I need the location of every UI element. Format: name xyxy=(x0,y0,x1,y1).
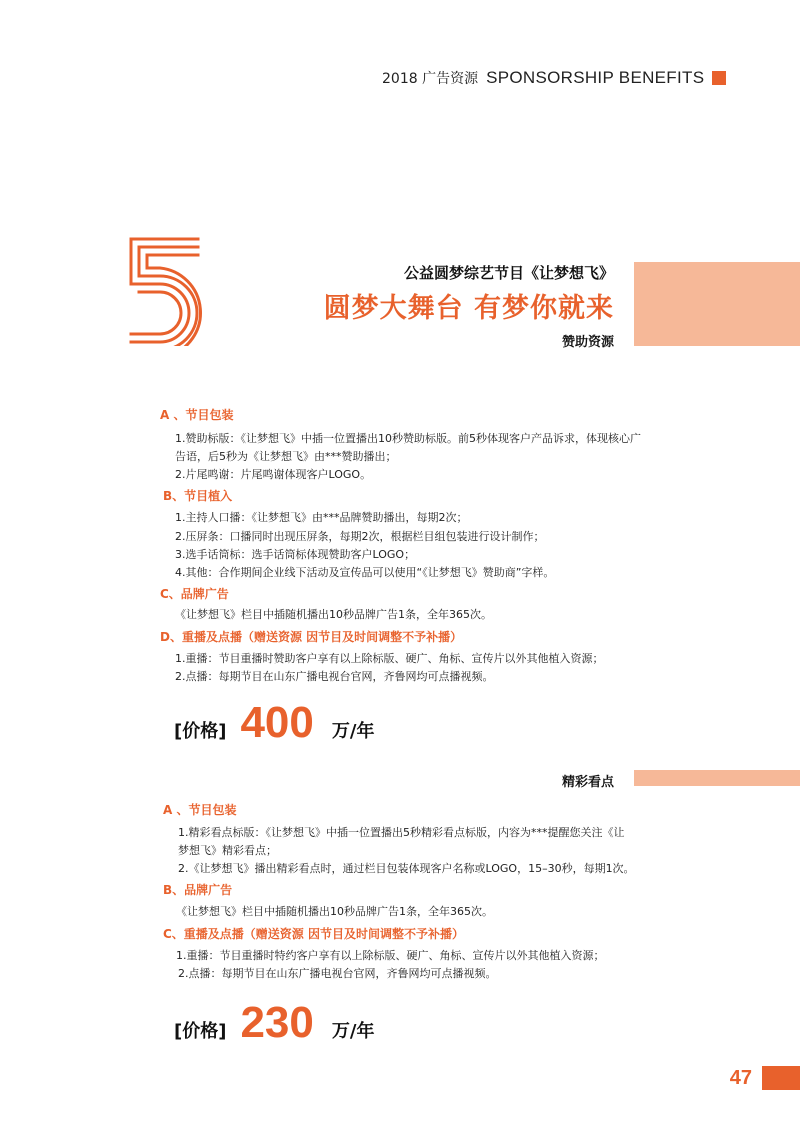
section1-price xyxy=(174,698,374,748)
header-square-icon xyxy=(712,71,726,85)
section1-b-line-2: 2.压屏条：口播同时出现压屏条，每期2次，根据栏目组包装进行设计制作； xyxy=(175,530,545,543)
section1-d-line-2: 2.点播：每期节目在山东广播电视台官网，齐鲁网均可点播视频。 xyxy=(175,670,494,683)
section2-price xyxy=(174,998,374,1048)
price-label: [价格] xyxy=(174,721,227,742)
page-number-bar xyxy=(762,1066,800,1090)
header-year: 2018 广告资源 xyxy=(382,71,479,87)
section1-heading-d: D、重播及点播（赠送资源 因节目及时间调整不予补播） xyxy=(160,630,463,644)
section2-a-line-2: 梦想飞》精彩看点； xyxy=(178,844,277,857)
section2-c-line-1: 1.重播：节目重播时特约客户享有以上除标版、硬广、角标、宣传片以外其他植入资源； xyxy=(176,949,605,962)
section1-heading-a: A 、节目包装 xyxy=(160,408,234,422)
price-unit: 万/年 xyxy=(331,721,375,742)
page-number: 47 xyxy=(729,1067,752,1089)
price-value: 230 xyxy=(240,998,314,1047)
section-title-highlights: 精彩看点 xyxy=(561,775,614,790)
section1-a-line-3: 2.片尾鸣谢：片尾鸣谢体现客户LOGO。 xyxy=(175,468,372,481)
header-title: SPONSORSHIP BENEFITS xyxy=(486,68,705,87)
section-title-sponsorship: 赞助资源 xyxy=(561,335,614,350)
section2-accent-band xyxy=(634,770,800,786)
section2-heading-a: A 、节目包装 xyxy=(163,803,237,817)
section2-heading-b: B、品牌广告 xyxy=(163,883,233,897)
section1-heading-b: B、节目植入 xyxy=(163,489,233,503)
section1-a-line-2: 告语，后5秒为《让梦想飞》由***赞助播出； xyxy=(175,450,397,463)
program-headline: 圆梦大舞台 有梦你就来 xyxy=(323,293,614,324)
section1-b-line-1: 1.主持人口播：《让梦想飞》由***品牌赞助播出，每期2次； xyxy=(175,511,468,524)
section1-a-line-1: 1.赞助标版：《让梦想飞》中插一位置播出10秒赞助标版。前5秒体现客户产品诉求，体现核心广 xyxy=(175,432,641,445)
section2-heading-c: C、重播及点播（赠送资源 因节目及时间调整不予补播） xyxy=(163,927,464,941)
section1-heading-c: C、品牌广告 xyxy=(160,587,229,601)
header-accent-band xyxy=(634,262,800,346)
section2-a-line-3: 2.《让梦想飞》播出精彩看点时，通过栏目包装体现客户名称或LOGO，15–30秒，每期1次。 xyxy=(178,862,635,875)
section1-c-line-1: 《让梦想飞》栏目中插随机播出10秒品牌广告1条，全年365次。 xyxy=(175,608,492,621)
section1-b-line-4: 4.其他：合作期间企业线下活动及宣传品可以使用“《让梦想飞》赞助商”字样。 xyxy=(175,566,555,579)
program-subtitle: 公益圆梦综艺节目《让梦想飞》 xyxy=(403,264,614,282)
price-label: [价格] xyxy=(174,1021,227,1042)
section2-b-line-1: 《让梦想飞》栏目中插随机播出10秒品牌广告1条，全年365次。 xyxy=(176,905,493,918)
section1-b-line-3: 3.选手话筒标：选手话筒标体现赞助客户LOGO； xyxy=(175,548,416,561)
section-number-5-icon xyxy=(128,236,204,346)
price-unit: 万/年 xyxy=(331,1021,375,1042)
page-header xyxy=(382,66,726,90)
price-value: 400 xyxy=(240,698,314,747)
section1-d-line-1: 1.重播：节目重播时赞助客户享有以上除标版、硬广、角标、宣传片以外其他植入资源； xyxy=(175,652,604,665)
section2-c-line-2: 2.点播：每期节目在山东广播电视台官网，齐鲁网均可点播视频。 xyxy=(178,967,497,980)
section2-a-line-1: 1.精彩看点标版：《让梦想飞》中插一位置播出5秒精彩看点标版，内容为***提醒您关注《让 xyxy=(178,826,625,839)
